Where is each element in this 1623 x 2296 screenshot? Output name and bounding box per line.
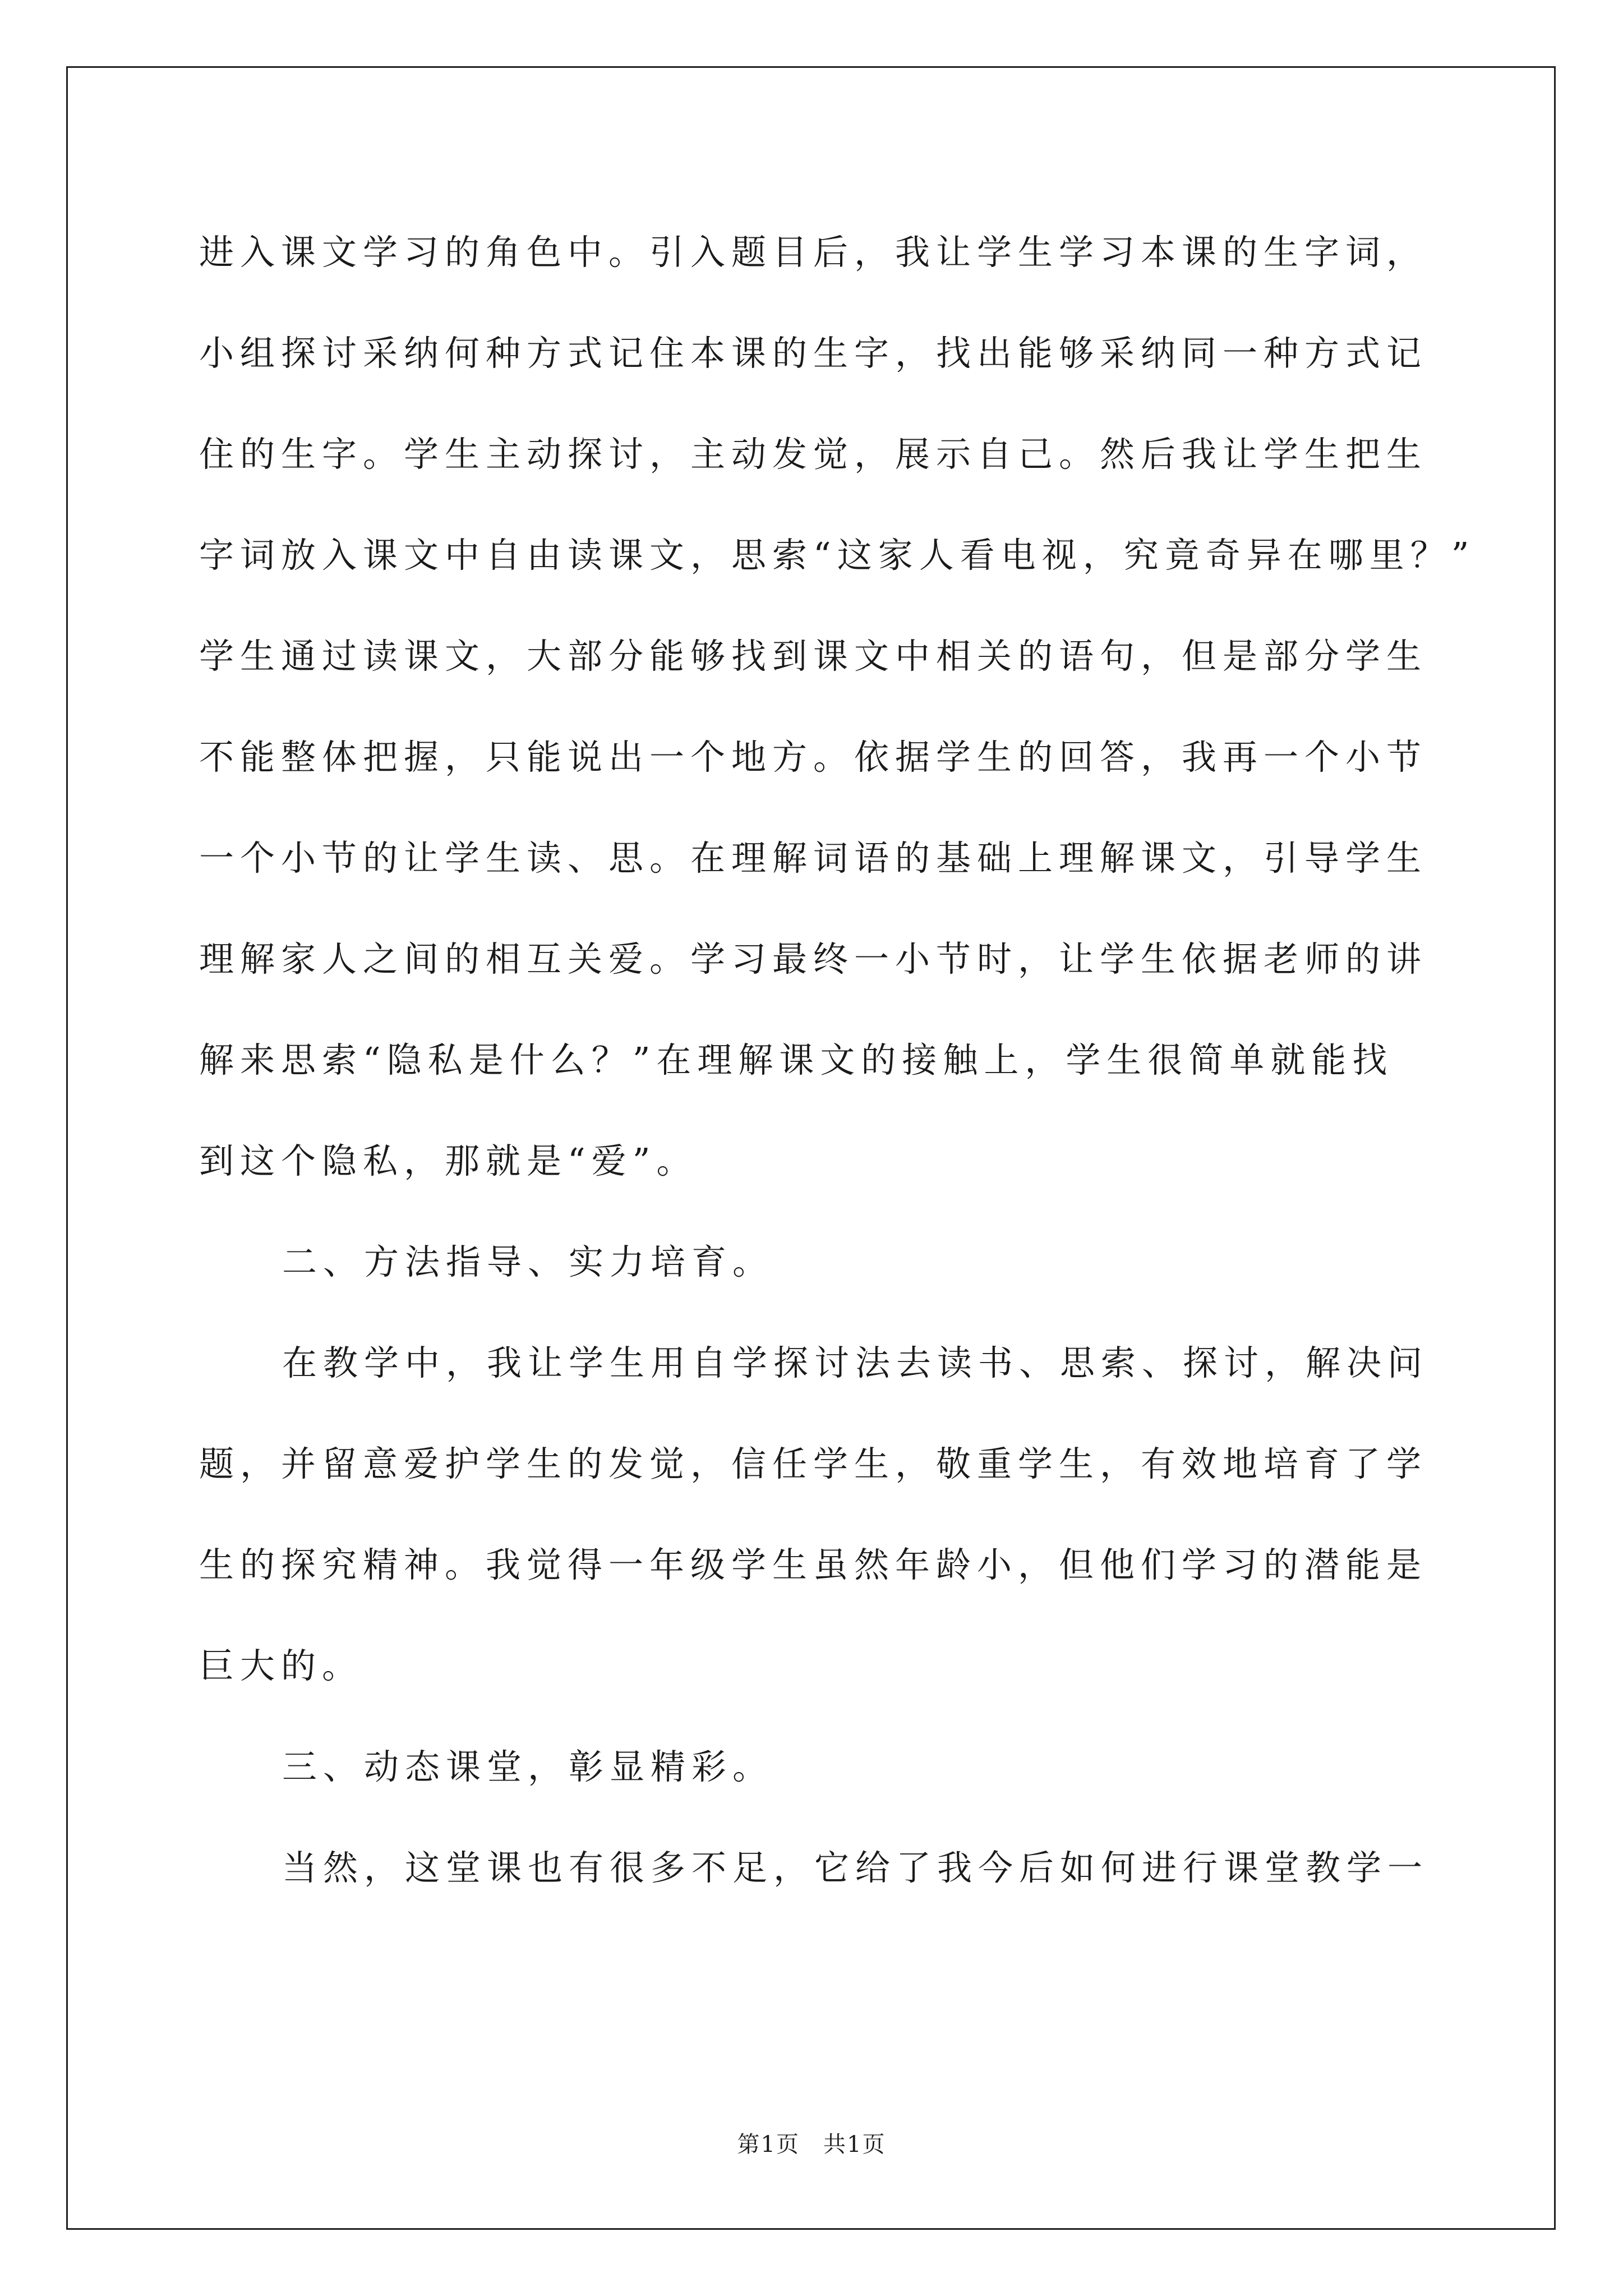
body-line-17: 当然，这堂课也有很多不足，它给了我今后如何进行课堂教学一 <box>282 1847 1429 1888</box>
document-body <box>199 202 1476 1918</box>
body-line-2: 小组探讨采纳何种方式记住本课的生字，找出能够采纳同一种方式记 <box>199 333 1428 374</box>
body-line-13: 题，并留意爱护学生的发觉，信任学生，敬重学生，有效地培育了学 <box>199 1443 1428 1484</box>
body-line-7: 一个小节的让学生读、思。在理解词语的基础上理解课文，引导学生 <box>199 838 1428 878</box>
body-line-5: 学生通过读课文，大部分能够找到课文中相关的语句，但是部分学生 <box>199 636 1428 677</box>
body-line-10: 到这个隐私，那就是“爱”。 <box>199 1140 698 1181</box>
body-line-4: 字词放入课文中自由读课文，思索“这家人看电视，究竟奇异在哪里？” <box>199 535 1476 576</box>
body-line-15: 巨大的。 <box>199 1645 363 1686</box>
body-line-8: 理解家人之间的相互关爱。学习最终一小节时，让学生依据老师的讲 <box>199 938 1428 979</box>
section-heading-2: 二、方法指导、实力培育。 <box>282 1241 774 1282</box>
section-heading-3: 三、动态课堂，彰显精彩。 <box>282 1746 774 1787</box>
body-line-3: 住的生字。学生主动探讨，主动发觉，展示自己。然后我让学生把生 <box>199 434 1428 475</box>
body-line-14: 生的探究精神。我觉得一年级学生虽然年龄小，但他们学习的潜能是 <box>199 1544 1428 1585</box>
page-number-footer: 第1页 共1页 <box>737 2132 886 2157</box>
body-line-1: 进入课文学习的角色中。引入题目后，我让学生学习本课的生字词， <box>199 232 1428 273</box>
body-line-12: 在教学中，我让学生用自学探讨法去读书、思索、探讨，解决问 <box>282 1342 1429 1383</box>
body-line-9: 解来思索“隐私是什么？”在理解课文的接触上，学生很简单就能找 <box>199 1039 1394 1080</box>
body-line-6: 不能整体把握，只能说出一个地方。依据学生的回答，我再一个小节 <box>199 737 1428 777</box>
